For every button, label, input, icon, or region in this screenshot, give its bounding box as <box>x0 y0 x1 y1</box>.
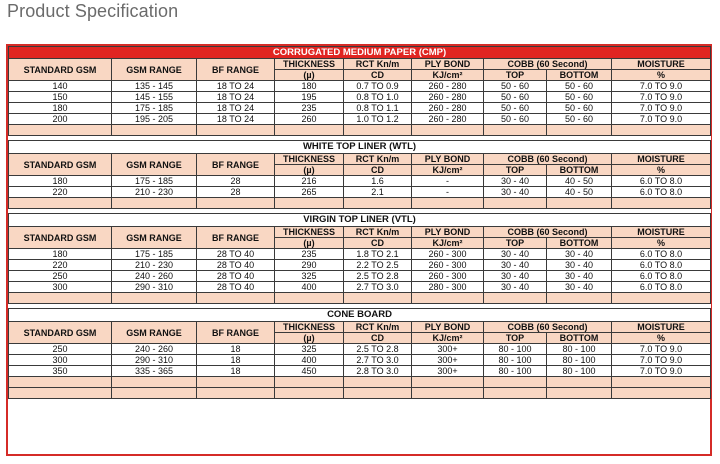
moisture-cell: 7.0 TO 9.0 <box>612 366 711 377</box>
blank-row <box>9 388 711 399</box>
blank-cell <box>344 198 412 209</box>
gsm-range-cell: 135 - 145 <box>112 81 197 92</box>
table-row <box>9 81 711 92</box>
moisture-cell: 7.0 TO 9.0 <box>612 355 711 366</box>
blank-row <box>9 125 711 136</box>
blank-cell <box>412 198 484 209</box>
spec-body <box>9 47 711 399</box>
cobb-bottom-cell: 50 - 60 <box>547 92 612 103</box>
gsm-range-cell: 240 - 260 <box>112 344 197 355</box>
spec-table <box>8 46 711 399</box>
bf-range-cell: 18 <box>197 344 275 355</box>
standard-gsm-cell: 220 <box>9 187 112 198</box>
thickness-cell: 265 <box>275 187 344 198</box>
standard-gsm-cell: 250 <box>9 344 112 355</box>
ply-bond-cell: 300+ <box>412 344 484 355</box>
rct-cell: 0.7 TO 0.9 <box>344 81 412 92</box>
moisture-cell: 6.0 TO 8.0 <box>612 249 711 260</box>
blank-cell <box>275 125 344 136</box>
cobb-bottom-cell: 40 - 50 <box>547 176 612 187</box>
table-row <box>9 187 711 198</box>
ply-bond-cell: 260 - 300 <box>412 249 484 260</box>
standard-gsm-header: STANDARD GSM <box>9 322 112 344</box>
bf-range-header: BF RANGE <box>197 59 275 81</box>
gsm-range-header: GSM RANGE <box>112 59 197 81</box>
rct-cell: 0.8 TO 1.1 <box>344 103 412 114</box>
gsm-range-cell: 175 - 185 <box>112 176 197 187</box>
cobb-top-cell: 30 - 40 <box>484 187 547 198</box>
column-header-row <box>9 322 711 333</box>
gsm-range-header: GSM RANGE <box>112 322 197 344</box>
ply-bond-header: PLY BOND <box>412 154 484 165</box>
moisture-header: MOISTURE <box>612 154 711 165</box>
table-row <box>9 282 711 293</box>
rct-subheader: CD <box>344 165 412 176</box>
cobb-top-cell: 30 - 40 <box>484 176 547 187</box>
blank-cell <box>112 125 197 136</box>
blank-row <box>9 198 711 209</box>
gsm-range-cell: 335 - 365 <box>112 366 197 377</box>
cobb-bottom-cell: 30 - 40 <box>547 249 612 260</box>
blank-cell <box>344 377 412 388</box>
cobb-bottom-cell: 80 - 100 <box>547 355 612 366</box>
rct-cell: 1.0 TO 1.2 <box>344 114 412 125</box>
cobb-bottom-header: BOTTOM <box>547 70 612 81</box>
bf-range-cell: 28 <box>197 187 275 198</box>
bf-range-cell: 18 TO 24 <box>197 92 275 103</box>
section-band <box>9 214 711 227</box>
ply-bond-cell: 260 - 280 <box>412 103 484 114</box>
column-header-row <box>9 227 711 238</box>
blank-cell <box>612 293 711 304</box>
blank-cell <box>9 125 112 136</box>
thickness-unit: (µ) <box>275 165 344 176</box>
table-row <box>9 344 711 355</box>
rct-header: RCT Kn/m <box>344 227 412 238</box>
cobb-bottom-cell: 30 - 40 <box>547 282 612 293</box>
blank-cell <box>9 388 112 399</box>
rct-header: RCT Kn/m <box>344 322 412 333</box>
blank-cell <box>547 293 612 304</box>
ply-bond-cell: 260 - 280 <box>412 114 484 125</box>
spec-sheet <box>6 44 712 456</box>
thickness-header: THICKNESS <box>275 59 344 70</box>
gsm-range-cell: 195 - 205 <box>112 114 197 125</box>
gsm-range-cell: 175 - 185 <box>112 249 197 260</box>
ply-bond-cell: 300+ <box>412 366 484 377</box>
thickness-cell: 260 <box>275 114 344 125</box>
cobb-header: COBB (60 Second) <box>484 154 612 165</box>
blank-cell <box>344 125 412 136</box>
blank-cell <box>9 293 112 304</box>
moisture-cell: 6.0 TO 8.0 <box>612 260 711 271</box>
thickness-cell: 400 <box>275 282 344 293</box>
rct-subheader: CD <box>344 333 412 344</box>
blank-cell <box>612 198 711 209</box>
thickness-header: THICKNESS <box>275 227 344 238</box>
blank-cell <box>197 125 275 136</box>
moisture-cell: 6.0 TO 8.0 <box>612 282 711 293</box>
ply-bond-cell: - <box>412 187 484 198</box>
moisture-cell: 6.0 TO 8.0 <box>612 176 711 187</box>
blank-cell <box>9 198 112 209</box>
cobb-header: COBB (60 Second) <box>484 227 612 238</box>
thickness-cell: 325 <box>275 344 344 355</box>
cobb-top-cell: 30 - 40 <box>484 282 547 293</box>
ply-bond-cell: 260 - 280 <box>412 92 484 103</box>
ply-bond-cell: 260 - 300 <box>412 271 484 282</box>
ply-bond-cell: 300+ <box>412 355 484 366</box>
blank-cell <box>344 293 412 304</box>
bf-range-header: BF RANGE <box>197 154 275 176</box>
standard-gsm-cell: 220 <box>9 260 112 271</box>
gsm-range-header: GSM RANGE <box>112 227 197 249</box>
cobb-bottom-cell: 50 - 60 <box>547 103 612 114</box>
standard-gsm-header: STANDARD GSM <box>9 227 112 249</box>
thickness-cell: 235 <box>275 103 344 114</box>
thickness-cell: 290 <box>275 260 344 271</box>
blank-cell <box>412 388 484 399</box>
cobb-top-cell: 50 - 60 <box>484 92 547 103</box>
ply-bond-header: PLY BOND <box>412 227 484 238</box>
bf-range-cell: 28 TO 40 <box>197 282 275 293</box>
cobb-bottom-cell: 50 - 60 <box>547 114 612 125</box>
blank-cell <box>112 198 197 209</box>
rct-cell: 2.5 TO 2.8 <box>344 271 412 282</box>
standard-gsm-header: STANDARD GSM <box>9 154 112 176</box>
rct-cell: 1.8 TO 2.1 <box>344 249 412 260</box>
blank-cell <box>412 293 484 304</box>
gsm-range-cell: 210 - 230 <box>112 187 197 198</box>
bf-range-cell: 18 TO 24 <box>197 81 275 92</box>
ply-bond-cell: 260 - 280 <box>412 81 484 92</box>
blank-cell <box>547 377 612 388</box>
bf-range-cell: 28 TO 40 <box>197 249 275 260</box>
table-row <box>9 271 711 282</box>
cobb-bottom-cell: 30 - 40 <box>547 271 612 282</box>
table-row <box>9 249 711 260</box>
moisture-cell: 7.0 TO 9.0 <box>612 103 711 114</box>
blank-cell <box>197 388 275 399</box>
rct-cell: 2.5 TO 2.8 <box>344 344 412 355</box>
rct-cell: 0.8 TO 1.0 <box>344 92 412 103</box>
blank-cell <box>412 125 484 136</box>
cobb-top-header: TOP <box>484 165 547 176</box>
thickness-unit: (µ) <box>275 333 344 344</box>
table-row <box>9 92 711 103</box>
blank-cell <box>275 377 344 388</box>
thickness-cell: 400 <box>275 355 344 366</box>
rct-subheader: CD <box>344 70 412 81</box>
rct-header: RCT Kn/m <box>344 154 412 165</box>
thickness-cell: 325 <box>275 271 344 282</box>
rct-cell: 2.1 <box>344 187 412 198</box>
standard-gsm-cell: 350 <box>9 366 112 377</box>
table-row <box>9 260 711 271</box>
bf-range-cell: 18 <box>197 366 275 377</box>
cobb-top-cell: 50 - 60 <box>484 114 547 125</box>
cobb-header: COBB (60 Second) <box>484 59 612 70</box>
moisture-cell: 7.0 TO 9.0 <box>612 81 711 92</box>
cobb-bottom-header: BOTTOM <box>547 333 612 344</box>
rct-cell: 2.8 TO 3.0 <box>344 366 412 377</box>
blank-row <box>9 377 711 388</box>
cobb-bottom-cell: 80 - 100 <box>547 344 612 355</box>
blank-cell <box>484 388 547 399</box>
ply-bond-header: PLY BOND <box>412 322 484 333</box>
thickness-cell: 216 <box>275 176 344 187</box>
rct-cell: 1.6 <box>344 176 412 187</box>
thickness-cell: 180 <box>275 81 344 92</box>
gsm-range-cell: 145 - 155 <box>112 92 197 103</box>
section-title: VIRGIN TOP LINER (VTL) <box>9 214 711 227</box>
bf-range-cell: 28 TO 40 <box>197 271 275 282</box>
gsm-range-cell: 175 - 185 <box>112 103 197 114</box>
bf-range-header: BF RANGE <box>197 227 275 249</box>
standard-gsm-cell: 180 <box>9 103 112 114</box>
section-band <box>9 309 711 322</box>
moisture-cell: 6.0 TO 8.0 <box>612 187 711 198</box>
blank-cell <box>275 293 344 304</box>
cobb-bottom-cell: 40 - 50 <box>547 187 612 198</box>
blank-cell <box>547 125 612 136</box>
cobb-top-cell: 80 - 100 <box>484 355 547 366</box>
cobb-header: COBB (60 Second) <box>484 322 612 333</box>
cobb-top-cell: 50 - 60 <box>484 103 547 114</box>
bf-range-cell: 28 TO 40 <box>197 260 275 271</box>
table-row <box>9 366 711 377</box>
ply-bond-cell: 260 - 300 <box>412 260 484 271</box>
cobb-bottom-header: BOTTOM <box>547 165 612 176</box>
cobb-top-cell: 30 - 40 <box>484 271 547 282</box>
rct-subheader: CD <box>344 238 412 249</box>
thickness-cell: 235 <box>275 249 344 260</box>
blank-cell <box>112 293 197 304</box>
blank-cell <box>197 293 275 304</box>
bf-range-cell: 18 TO 24 <box>197 103 275 114</box>
thickness-unit: (µ) <box>275 70 344 81</box>
cobb-bottom-cell: 30 - 40 <box>547 260 612 271</box>
blank-cell <box>484 293 547 304</box>
bf-range-header: BF RANGE <box>197 322 275 344</box>
blank-cell <box>275 388 344 399</box>
gsm-range-cell: 290 - 310 <box>112 282 197 293</box>
moisture-cell: 7.0 TO 9.0 <box>612 344 711 355</box>
standard-gsm-cell: 180 <box>9 249 112 260</box>
blank-cell <box>612 388 711 399</box>
ply-bond-header: PLY BOND <box>412 59 484 70</box>
moisture-unit: % <box>612 238 711 249</box>
thickness-cell: 450 <box>275 366 344 377</box>
moisture-header: MOISTURE <box>612 227 711 238</box>
ply-bond-unit: KJ/cm² <box>412 333 484 344</box>
standard-gsm-cell: 150 <box>9 92 112 103</box>
blank-cell <box>547 198 612 209</box>
ply-bond-cell: - <box>412 176 484 187</box>
gsm-range-header: GSM RANGE <box>112 154 197 176</box>
blank-cell <box>275 198 344 209</box>
blank-cell <box>197 377 275 388</box>
rct-cell: 2.7 TO 3.0 <box>344 282 412 293</box>
moisture-unit: % <box>612 165 711 176</box>
rct-cell: 2.2 TO 2.5 <box>344 260 412 271</box>
cobb-bottom-cell: 80 - 100 <box>547 366 612 377</box>
blank-cell <box>9 377 112 388</box>
thickness-header: THICKNESS <box>275 322 344 333</box>
table-row <box>9 176 711 187</box>
gsm-range-cell: 240 - 260 <box>112 271 197 282</box>
section-band <box>9 47 711 59</box>
bf-range-cell: 28 <box>197 176 275 187</box>
thickness-unit: (µ) <box>275 238 344 249</box>
moisture-header: MOISTURE <box>612 322 711 333</box>
blank-cell <box>484 198 547 209</box>
rct-cell: 2.7 TO 3.0 <box>344 355 412 366</box>
standard-gsm-cell: 180 <box>9 176 112 187</box>
rct-header: RCT Kn/m <box>344 59 412 70</box>
table-row <box>9 355 711 366</box>
moisture-unit: % <box>612 333 711 344</box>
blank-cell <box>547 388 612 399</box>
ply-bond-cell: 280 - 300 <box>412 282 484 293</box>
moisture-cell: 6.0 TO 8.0 <box>612 271 711 282</box>
moisture-unit: % <box>612 70 711 81</box>
cobb-bottom-cell: 50 - 60 <box>547 81 612 92</box>
standard-gsm-cell: 250 <box>9 271 112 282</box>
cobb-top-cell: 80 - 100 <box>484 366 547 377</box>
blank-cell <box>344 388 412 399</box>
table-row <box>9 103 711 114</box>
section-title: CONE BOARD <box>9 309 711 322</box>
moisture-cell: 7.0 TO 9.0 <box>612 114 711 125</box>
blank-cell <box>112 377 197 388</box>
thickness-cell: 195 <box>275 92 344 103</box>
page-title: Product Specification <box>7 1 179 21</box>
ply-bond-unit: KJ/cm² <box>412 165 484 176</box>
cobb-top-cell: 30 - 40 <box>484 249 547 260</box>
cobb-top-header: TOP <box>484 70 547 81</box>
blank-cell <box>112 388 197 399</box>
column-header-row <box>9 59 711 70</box>
standard-gsm-cell: 300 <box>9 282 112 293</box>
cobb-top-cell: 50 - 60 <box>484 81 547 92</box>
standard-gsm-cell: 140 <box>9 81 112 92</box>
section-title: CORRUGATED MEDIUM PAPER (CMP) <box>9 47 711 59</box>
column-header-row <box>9 154 711 165</box>
blank-cell <box>484 377 547 388</box>
blank-cell <box>612 377 711 388</box>
section-band <box>9 141 711 154</box>
standard-gsm-header: STANDARD GSM <box>9 59 112 81</box>
cobb-top-header: TOP <box>484 238 547 249</box>
gsm-range-cell: 290 - 310 <box>112 355 197 366</box>
bf-range-cell: 18 TO 24 <box>197 114 275 125</box>
thickness-header: THICKNESS <box>275 154 344 165</box>
bf-range-cell: 18 <box>197 355 275 366</box>
blank-cell <box>484 125 547 136</box>
cobb-top-header: TOP <box>484 333 547 344</box>
blank-row <box>9 293 711 304</box>
standard-gsm-cell: 300 <box>9 355 112 366</box>
blank-cell <box>197 198 275 209</box>
ply-bond-unit: KJ/cm² <box>412 70 484 81</box>
moisture-cell: 7.0 TO 9.0 <box>612 92 711 103</box>
blank-cell <box>612 125 711 136</box>
blank-cell <box>412 377 484 388</box>
cobb-bottom-header: BOTTOM <box>547 238 612 249</box>
cobb-top-cell: 30 - 40 <box>484 260 547 271</box>
gsm-range-cell: 210 - 230 <box>112 260 197 271</box>
ply-bond-unit: KJ/cm² <box>412 238 484 249</box>
moisture-header: MOISTURE <box>612 59 711 70</box>
section-title: WHITE TOP LINER (WTL) <box>9 141 711 154</box>
standard-gsm-cell: 200 <box>9 114 112 125</box>
cobb-top-cell: 80 - 100 <box>484 344 547 355</box>
table-row <box>9 114 711 125</box>
